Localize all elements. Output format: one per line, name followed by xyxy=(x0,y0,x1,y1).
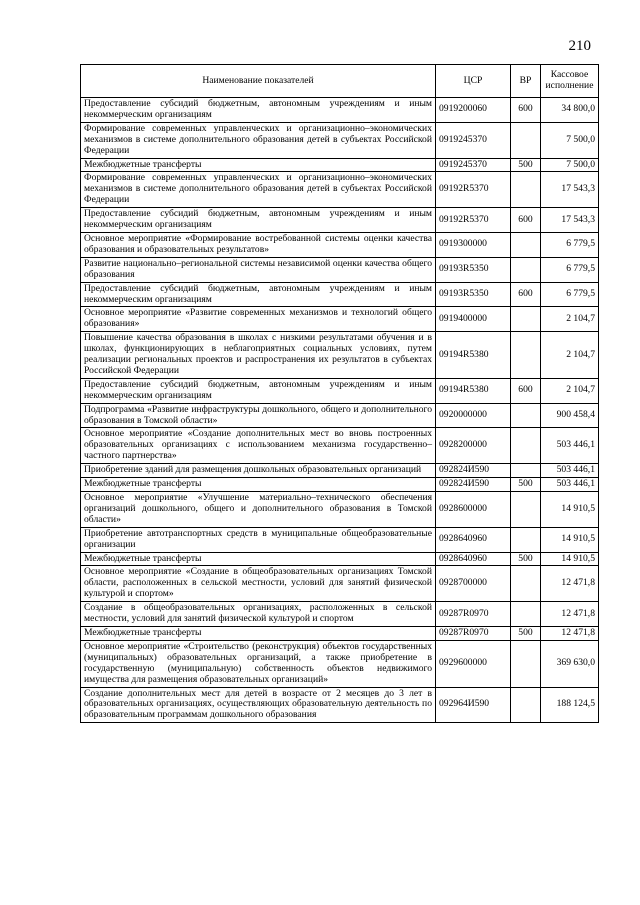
table-row xyxy=(81,687,599,723)
row-csr-cell: 0919400000 xyxy=(436,307,511,332)
row-csr-cell: 0928600000 xyxy=(436,492,511,528)
table-row xyxy=(81,257,599,282)
row-vr-cell xyxy=(511,332,541,379)
row-amount-cell: 503 446,1 xyxy=(541,428,599,464)
row-vr-cell: 500 xyxy=(511,478,541,492)
row-vr-cell: 500 xyxy=(511,158,541,172)
table-row xyxy=(81,478,599,492)
row-amount-cell: 2 104,7 xyxy=(541,332,599,379)
row-amount-cell: 12 471,8 xyxy=(541,602,599,627)
row-csr-cell: 09194R5380 xyxy=(436,378,511,403)
table-row xyxy=(81,282,599,307)
table-row xyxy=(81,602,599,627)
table-row xyxy=(81,428,599,464)
row-amount-cell: 900 458,4 xyxy=(541,403,599,428)
row-name-cell: Основное мероприятие «Создание дополнительных мест во вновь построенных образовательных организациях с использованием механизма государственно–частного партнерства» xyxy=(81,428,436,464)
row-name-cell: Межбюджетные трансферты xyxy=(81,626,436,640)
row-vr-cell xyxy=(511,257,541,282)
row-amount-cell: 34 800,0 xyxy=(541,98,599,123)
row-csr-cell: 09192R5370 xyxy=(436,208,511,233)
row-csr-cell: 092964И590 xyxy=(436,687,511,723)
table-row xyxy=(81,332,599,379)
budget-table xyxy=(80,64,599,723)
row-vr-cell xyxy=(511,602,541,627)
row-name-cell: Формирование современных управленческих и организационно–экономических механизмов в системе дополнительного образования детей в субъектах Российской Федерации xyxy=(81,122,436,158)
row-csr-cell: 09192R5370 xyxy=(436,172,511,208)
header-name: Наименование показателей xyxy=(81,65,436,98)
table-row xyxy=(81,208,599,233)
table-row xyxy=(81,403,599,428)
row-amount-cell: 369 630,0 xyxy=(541,640,599,687)
row-vr-cell: 600 xyxy=(511,282,541,307)
row-csr-cell: 0919300000 xyxy=(436,232,511,257)
row-csr-cell: 09194R5380 xyxy=(436,332,511,379)
header-csr: ЦСР xyxy=(436,65,511,98)
row-name-cell: Основное мероприятие «Формирование востребованной системы оценки качества образования и образовательных результатов» xyxy=(81,232,436,257)
row-amount-cell: 17 543,3 xyxy=(541,208,599,233)
row-vr-cell xyxy=(511,687,541,723)
row-amount-cell: 6 779,5 xyxy=(541,282,599,307)
table-row xyxy=(81,98,599,123)
row-csr-cell: 09287R0970 xyxy=(436,602,511,627)
row-vr-cell: 600 xyxy=(511,208,541,233)
table-row xyxy=(81,626,599,640)
row-csr-cell: 0928700000 xyxy=(436,566,511,602)
row-name-cell: Повышение качества образования в школах с низкими результатами обучения и в школах, функционирующих в неблагоприятных социальных условиях, путем реализации региональных проектов и распространения их результатов в субъектах Российской Федерации xyxy=(81,332,436,379)
row-vr-cell xyxy=(511,464,541,478)
row-csr-cell: 0920000000 xyxy=(436,403,511,428)
row-vr-cell xyxy=(511,232,541,257)
row-amount-cell: 7 500,0 xyxy=(541,158,599,172)
row-name-cell: Предоставление субсидий бюджетным, автономным учреждениям и иным некоммерческим организациям xyxy=(81,208,436,233)
table-header-row xyxy=(81,65,599,98)
header-amount: Кассовое исполнение xyxy=(541,65,599,98)
row-csr-cell: 09287R0970 xyxy=(436,626,511,640)
row-csr-cell: 0928640960 xyxy=(436,552,511,566)
row-vr-cell xyxy=(511,527,541,552)
row-csr-cell: 0929600000 xyxy=(436,640,511,687)
row-name-cell: Создание дополнительных мест для детей в возрасте от 2 месяцев до 3 лет в образовательных организациях, осуществляющих образовательную деятельность по образовательным программам дошкольного образования xyxy=(81,687,436,723)
row-name-cell: Межбюджетные трансферты xyxy=(81,158,436,172)
row-name-cell: Предоставление субсидий бюджетным, автономным учреждениям и иным некоммерческим организациям xyxy=(81,378,436,403)
table-row xyxy=(81,566,599,602)
row-name-cell: Основное мероприятие «Создание в общеобразовательных организациях Томской области, расположенных в сельской местности, условий для занятий физической культурой и спортом» xyxy=(81,566,436,602)
row-amount-cell: 6 779,5 xyxy=(541,257,599,282)
row-name-cell: Основное мероприятие «Улучшение материально–технического обеспечения организаций дошкольного, общего и дополнительного образования в Томской области» xyxy=(81,492,436,528)
row-amount-cell: 12 471,8 xyxy=(541,566,599,602)
table-row xyxy=(81,232,599,257)
table-row xyxy=(81,527,599,552)
row-csr-cell: 09193R5350 xyxy=(436,282,511,307)
row-vr-cell xyxy=(511,428,541,464)
row-csr-cell: 0919245370 xyxy=(436,122,511,158)
table-row xyxy=(81,640,599,687)
header-vr: ВР xyxy=(511,65,541,98)
row-vr-cell xyxy=(511,403,541,428)
row-name-cell: Развитие национально–региональной системы независимой оценки качества общего образования xyxy=(81,257,436,282)
row-vr-cell xyxy=(511,122,541,158)
row-vr-cell xyxy=(511,172,541,208)
row-vr-cell: 500 xyxy=(511,626,541,640)
row-amount-cell: 17 543,3 xyxy=(541,172,599,208)
row-csr-cell: 0919200060 xyxy=(436,98,511,123)
row-name-cell: Основное мероприятие «Развитие современных механизмов и технологий общего образования» xyxy=(81,307,436,332)
row-name-cell: Приобретение зданий для размещения дошкольных образовательных организаций xyxy=(81,464,436,478)
row-amount-cell: 12 471,8 xyxy=(541,626,599,640)
row-csr-cell: 092824И590 xyxy=(436,464,511,478)
row-name-cell: Предоставление субсидий бюджетным, автономным учреждениям и иным некоммерческим организациям xyxy=(81,282,436,307)
row-amount-cell: 2 104,7 xyxy=(541,307,599,332)
table-row xyxy=(81,492,599,528)
row-vr-cell: 600 xyxy=(511,98,541,123)
row-name-cell: Основное мероприятие «Строительство (реконструкция) объектов государственных (муниципальных) образовательных организаций, а также приобретение в государственную (муниципальную) собственность объектов недвижимого имущества для размещения образовательных организаций» xyxy=(81,640,436,687)
row-csr-cell: 0928640960 xyxy=(436,527,511,552)
table-row xyxy=(81,378,599,403)
row-name-cell: Предоставление субсидий бюджетным, автономным учреждениям и иным некоммерческим организациям xyxy=(81,98,436,123)
row-vr-cell: 600 xyxy=(511,378,541,403)
table-row xyxy=(81,552,599,566)
row-amount-cell: 503 446,1 xyxy=(541,478,599,492)
row-vr-cell: 500 xyxy=(511,552,541,566)
row-csr-cell: 092824И590 xyxy=(436,478,511,492)
row-vr-cell xyxy=(511,492,541,528)
row-name-cell: Межбюджетные трансферты xyxy=(81,478,436,492)
row-name-cell: Формирование современных управленческих и организационно–экономических механизмов в системе дополнительного образования детей в субъектах Российской Федерации xyxy=(81,172,436,208)
row-amount-cell: 14 910,5 xyxy=(541,552,599,566)
row-name-cell: Межбюджетные трансферты xyxy=(81,552,436,566)
row-amount-cell: 6 779,5 xyxy=(541,232,599,257)
table-row xyxy=(81,307,599,332)
row-name-cell: Создание в общеобразовательных организациях, расположенных в сельской местности, условий для занятий физической культурой и спортом xyxy=(81,602,436,627)
row-amount-cell: 14 910,5 xyxy=(541,527,599,552)
table-row xyxy=(81,464,599,478)
row-amount-cell: 503 446,1 xyxy=(541,464,599,478)
row-vr-cell xyxy=(511,566,541,602)
row-name-cell: Приобретение автотранспортных средств в муниципальные общеобразовательные организации xyxy=(81,527,436,552)
table-row xyxy=(81,122,599,158)
table-row xyxy=(81,158,599,172)
row-csr-cell: 0919245370 xyxy=(436,158,511,172)
row-csr-cell: 0928200000 xyxy=(436,428,511,464)
row-vr-cell xyxy=(511,307,541,332)
row-name-cell: Подпрограмма «Развитие инфраструктуры дошкольного, общего и дополнительного образования в Томской области» xyxy=(81,403,436,428)
row-vr-cell xyxy=(511,640,541,687)
table-row xyxy=(81,172,599,208)
row-amount-cell: 188 124,5 xyxy=(541,687,599,723)
row-amount-cell: 7 500,0 xyxy=(541,122,599,158)
row-amount-cell: 2 104,7 xyxy=(541,378,599,403)
row-amount-cell: 14 910,5 xyxy=(541,492,599,528)
page-number: 210 xyxy=(568,38,591,54)
row-csr-cell: 09193R5350 xyxy=(436,257,511,282)
